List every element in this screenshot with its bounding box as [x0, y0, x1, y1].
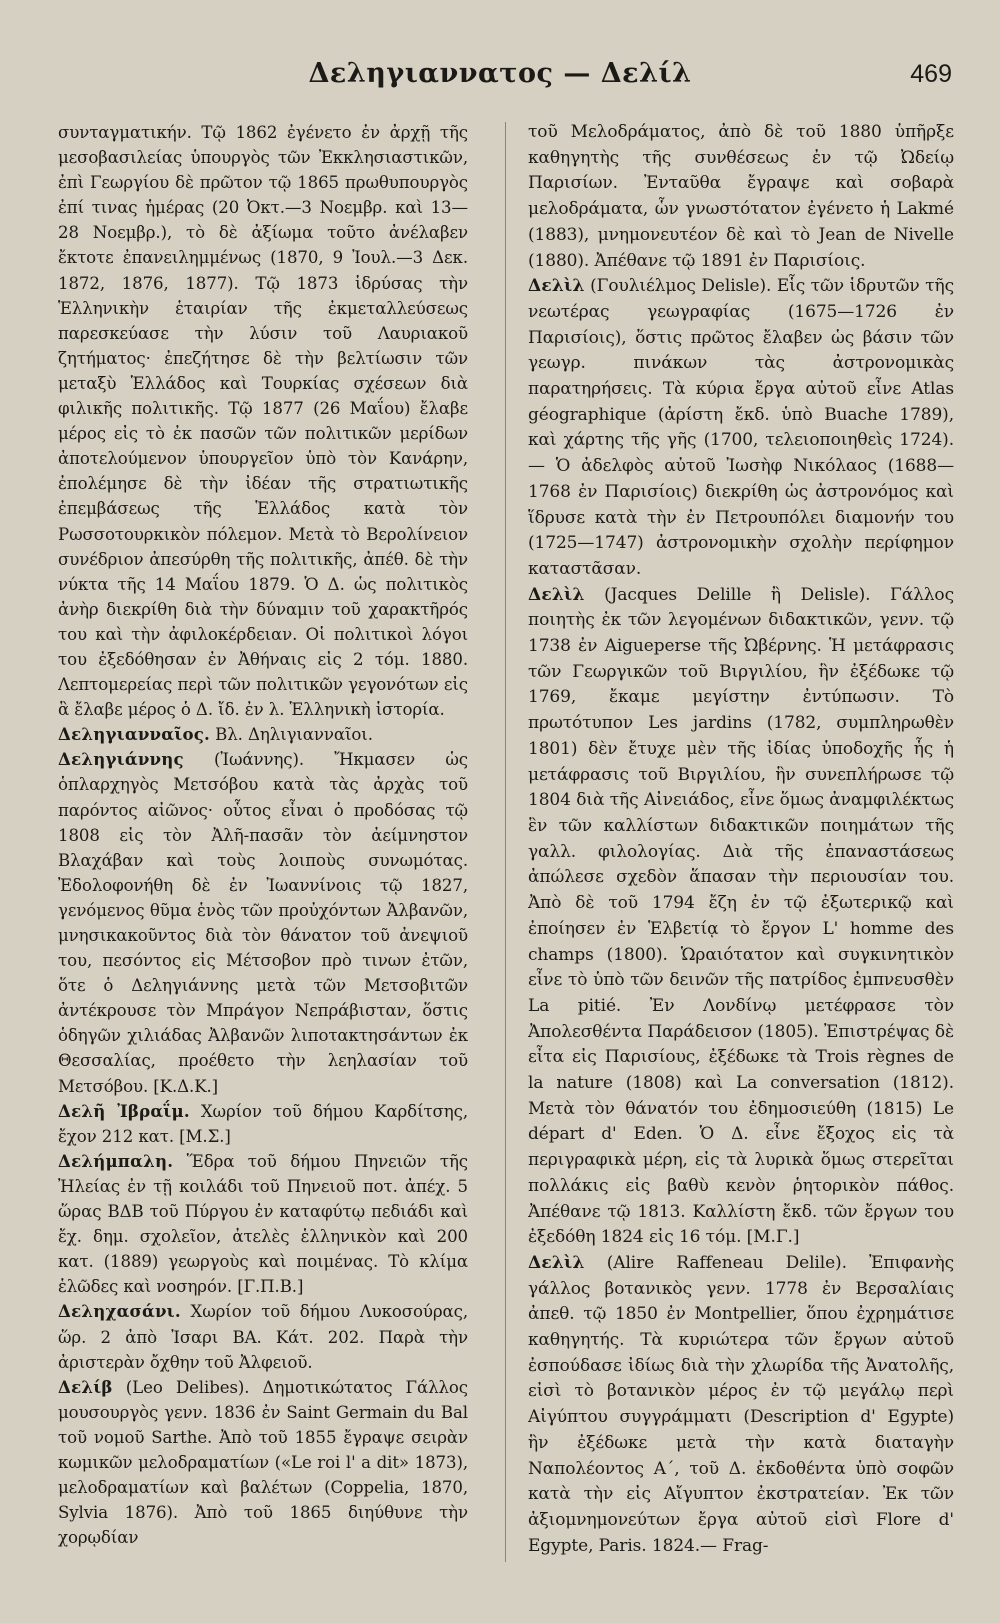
entry-headword: Δελίβ — [58, 1376, 113, 1397]
entry-headword: Δεληγιανναῖος. — [58, 724, 210, 745]
entry-continuation: συνταγματικήν. Τῷ 1862 ἐγένετο ἐν ἀρχῇ τῆς μεσοβασιλείας ὑπουργὸς τῶν Ἐκκλησιαστικῶν, ἐπὶ Γεωργίου δὲ πρῶτον τῷ 1865 πρωθυπουργὸς ἐπί τινας ἡμέρας (20 Ὀκτ.—3 Νοεμβρ. καὶ 13—28 Νοεμβρ.), τὸ δὲ ἀξίωμα τοῦτο ἀνέλαβεν ἔκτοτε ἐπανειλημμένως (1870, 9 Ἰουλ.—3 Δεκ. 1872, 1876, 1877). Τῷ 1873 ἱδρύσας τὴν Ἑλληνικὴν ἑταιρίαν τῆς ἐκμεταλλεύσεως παρεσκεύασε τὴν λύσιν τοῦ Λαυριακοῦ ζητήματος· ἐπεζήτησε δὲ τὴν βελτίωσιν τῶν μεταξὺ Ἑλλάδος καὶ Τουρκίας σχέσεων διὰ φιλικῆς πολιτικῆς. Τῷ 1877 (26 Μαΐου) ἔλαβε μέρος εἰς τὸ ἐκ πασῶν τῶν πολιτικῶν μερίδων ἀποτελούμενον ὑπουργεῖον ὑπὸ τὸν Κανάρην, ἐπολέμησε δὲ τὴν ἰδέαν τῆς στρατιωτικῆς ἐπεμβάσεως τῆς Ἑλλάδος κατὰ τὸν Ρωσσοτουρκικὸν πόλεμον. Μετὰ τὸ Βερολίνειον συνέδριον ἀπεσύρθη τῆς πολιτικῆς, ἀπέθ. δὲ τὴν νύκτα τῆς 14 Μαΐου 1879. Ὁ Δ. ὡς πολιτικὸς ἀνὴρ διεκρίθη διὰ τὴν δύναμιν τοῦ χαρακτῆρός του καὶ τὴν ἀφιλοκέρδειαν. Οἱ πολιτικοὶ λόγοι του ἐξεδόθησαν ἐν Ἀθήναις εἰς 2 τόμ. 1880. Λεπτομερείας περὶ τῶν πολιτικῶν γεγονότων εἰς ἃ ἔλαβε μέρος ὁ Δ. ἴδ. ἐν λ. Ἑλληνικὴ ἱστορία. — [58, 123, 468, 720]
entry-body: (Γουλιέλμος Delisle). Εἷς τῶν ἱδρυτῶν τῆς νεωτέρας γεωγραφίας (1675—1726 ἐν Παρισίοις), ὅστις πρῶτος ἔλαβεν ὡς βάσιν τῶν γεωγρ. πινάκων τὰς ἀστρονομικὰς παρατηρήσεις. Τὰ κύρια ἔργα αὐτοῦ εἶνε Atlas géographique (ἀρίστη ἔκδ. ὑπὸ Buache 1789), καὶ χάρτης τῆς γῆς (1700, τελειοποιηθεὶς 1724). — Ὁ ἀδελφὸς αὐτοῦ Ἰωσὴφ Νικόλαος (1688—1768 ἐν Παρισίοις) διεκρίθη ὡς ἀστρονόμος καὶ ἵδρυσε κατὰ τὴν ἐν Πετρουπόλει διαμονήν του (1725—1747) ἀστρονομικὴν σχολὴν περίφημον καταστᾶσαν. — [528, 276, 954, 579]
entry-headword: Δεληχασάνι. — [58, 1301, 181, 1322]
entry-delib — [58, 1375, 468, 1551]
entry-delichasani — [58, 1299, 468, 1374]
entry-deligiannis — [58, 747, 468, 1098]
entry-headword: Δεληγιάννης — [58, 749, 184, 770]
entry-delil-alire — [528, 1251, 954, 1559]
entry-body: Χωρίον τοῦ δήμου Καρδίτσης, ἔχον 212 κατ. [Μ.Σ.] — [58, 1101, 468, 1146]
entry-body: (Alire Raffeneau Delile). Ἐπιφανὴς γάλλος βοτανικὸς γενν. 1778 ἐν Βερσαλίαις ἀπεθ. τῷ 1850 ἐν Montpellier, ὅπου ἐχρημάτισε καθηγητής. Τὰ κυριώτερα τῶν ἔργων αὐτοῦ ἐσπούδασε ἰδίως διὰ τὴν χλωρίδα τῆς Ἀνατολῆς, εἰσὶ τὸ βοτανικὸν μέρος ἐν τῷ μεγάλῳ περὶ Αἰγύπτου συγγράμματι (Description d' Egypte) ἣν ἐξέδωκε μετὰ τὴν κατὰ διαταγὴν Ναπολέοντος Α΄, τοῦ Δ. ἐκδοθέντα ὑπὸ σοφῶν κατὰ τὴν εἰς Αἴγυπτον ἐκστρατείαν. Ἐκ τῶν ἀξιομνημονεύτων ἔργα αὐτοῦ εἰσὶ Flore d' Egypte, Paris. 1824.— Frag- — [528, 1252, 954, 1556]
entry-continuation: τοῦ Μελοδράματος, ἀπὸ δὲ τοῦ 1880 ὑπῆρξε καθηγητὴς τῆς συνθέσεως ἐν τῷ Ὠδείῳ Παρισίων. Ἐνταῦθα ἔγραψε καὶ σοβαρὰ μελοδράματα, ὧν γνωστότατον ἐγένετο ἡ Lakmé (1883), μνημονευτέον δὲ καὶ τὸ Jean de Nivelle (1880). Ἀπέθανε τῷ 1891 ἐν Παρισίοις. — [528, 122, 954, 271]
entry-headword: Δελὶλ — [528, 276, 585, 297]
header-title: Δεληγιαννατος — Δελίλ — [308, 58, 692, 89]
entry-body: (Leo Delibes). Δημοτικώτατος Γάλλος μουσουργὸς γενν. 1836 ἐν Saint Germain du Bal τοῦ νομοῦ Sarthe. Ἀπὸ τοῦ 1855 ἔγραψε σειρὰν κωμικῶν μελοδραματίων («Le roi l' a dit» 1873), μελοδραματίων καὶ βαλέτων (Coppelia, 1870, Sylvia 1876). Ἀπὸ τοῦ 1865 διηύθυνε τὴν χορῳδίαν — [58, 1377, 468, 1548]
entry-delil-guillaume — [528, 274, 954, 582]
entry-body: Βλ. Δηλιγιανναῖοι. — [210, 725, 373, 745]
entry-deli-ibraim — [58, 1099, 468, 1149]
entry-headword: Δελήμπαλη. — [58, 1150, 174, 1171]
entry-body: (Ἰωάννης). Ἤκμασεν ὡς ὁπλαρχηγὸς Μετσόβου κατὰ τὰς ἀρχὰς τοῦ παρόντος αἰῶνος· οὗτος εἶναι ὁ προδόσας τῷ 1808 εἰς τὸν Ἀλῆ-πασᾶν τὸν ἀείμνηστον Βλαχάβαν καὶ τοὺς λοιποὺς συνωμότας. Ἐδολοφονήθη δὲ ἐν Ἰωαννίνοις τῷ 1827, γενόμενος θῦμα ἑνὸς τῶν προὐχόντων Ἀλβανῶν, μνησικακοῦντος διὰ τὸν θάνατον τοῦ ἀνεψιοῦ του, πεσόντος εἰς Μέτσοβον πρὸ τινων ἐτῶν, ὅτε ὁ Δεληγιάννης μετὰ τῶν Μετσοβιτῶν ἀντέκρουσε τὸν Μπράγον Νεπράβισταν, ὅστις ὁδηγῶν χιλιάδας Ἀλβανῶν λιποτακτησάντων ἐκ Θεσσαλίας, προέθετο τὴν λεηλασίαν τοῦ Μετσόβου. [Κ.Δ.Κ.] — [58, 750, 468, 1096]
entry-delimpali — [58, 1149, 468, 1300]
column-divider — [505, 122, 506, 1562]
entry-deligiannaios — [58, 722, 468, 747]
left-column — [58, 120, 468, 1590]
page-number: 469 — [910, 60, 952, 88]
right-column — [528, 120, 954, 1590]
entry-body: Ἕδρα τοῦ δήμου Πηνειῶν τῆς Ἠλείας ἐν τῇ κοιλάδι τοῦ Πηνειοῦ ποτ. ἀπέχ. 5 ὥρας ΒΔΒ τοῦ Πύργου ἐν καταφύτῳ πεδιάδι καὶ ἔχ. δημ. σχολεῖον, ἀτελὲς ἑλληνικὸν καὶ 200 κατ. (1889) γεωργοὺς καὶ ποιμένας. Τὸ κλίμα ἑλῶδες καὶ νοσηρόν. [Γ.Π.Β.] — [58, 1151, 468, 1297]
entry-headword: Δελὶλ — [528, 1252, 585, 1273]
entry-delil-jacques — [528, 583, 954, 1251]
running-header — [0, 58, 1000, 98]
entry-headword: Δελῆ Ἰβραΐμ. — [58, 1100, 190, 1121]
entry-body: Χωρίον τοῦ δήμου Λυκοσούρας, ὥρ. 2 ἀπὸ Ἰσαρι ΒΑ. Κάτ. 202. Παρὰ τὴν ἀριστερὰν ὄχθην τοῦ Ἀλφειοῦ. — [58, 1302, 468, 1372]
entry-headword: Δελὶλ — [528, 584, 585, 605]
entry-body: (Jacques Delille ἢ Delisle). Γάλλος ποιητὴς ἐκ τῶν λεγομένων διδακτικῶν, γενν. τῷ 1738 ἐν Aigueperse τῆς Ὠβέρνης. Ἡ μετάφρασις τῶν Γεωργικῶν τοῦ Βιργιλίου, ἣν ἐξέδωκε τῷ 1769, ἔκαμε μεγίστην ἐντύπωσιν. Τὸ πρωτότυπον Les jardins (1782, συμπληρωθὲν 1801) δὲν ἔτυχε μὲν τῆς ἰδίας ὑποδοχῆς ἧς ἡ μετάφρασις τοῦ Βιργιλίου, ἣν συνεπλήρωσε τῷ 1804 διὰ τῆς Αἰνειάδος, εἶνε ὅμως ἀναμφιλέκτως ἓν τῶν καλλίστων διδακτικῶν ποιημάτων τῆς γαλλ. φιλολογίας. Διὰ τῆς ἐπαναστάσεως ἀπώλεσε σχεδὸν ἅπασαν τὴν περιουσίαν του. Ἀπὸ δὲ τοῦ 1794 ἔζη ἐν τῷ ἐξωτερικῷ καὶ ἐποίησεν ἐν Ἑλβετίᾳ τὸ ἔργον L' homme des champs (1800). Ὡραιότατον καὶ συγκινητικὸν εἶνε τὸ ὑπὸ τῶν δεινῶν τῆς πατρίδος ἐμπνευσθὲν La pitié. Ἐν Λονδίνῳ μετέφρασε τὸν Ἀπολεσθέντα Παράδεισον (1805). Ἐπιστρέψας δὲ εἶτα εἰς Παρισίους, ἐξέδωκε τὰ Trois règnes de la nature (1808) καὶ La conversation (1812). Μετὰ τὸν θάνατόν του ἐδημοσιεύθη (1815) Le départ d' Eden. Ὁ Δ. εἶνε ἔξοχος εἰς τὰ περιγραφικὰ μέρη, εἰς τὰ λυρικὰ ὅμως στερεῖται πολλάκις εἰς βαθὺ κενὸν ῥητορικὸν πάθος. Ἀπέθανε τῷ 1813. Καλλίστη ἔκδ. τῶν ἔργων του ἐξεδόθη 1824 εἰς 16 τόμ. [Μ.Γ.] — [528, 584, 954, 1248]
